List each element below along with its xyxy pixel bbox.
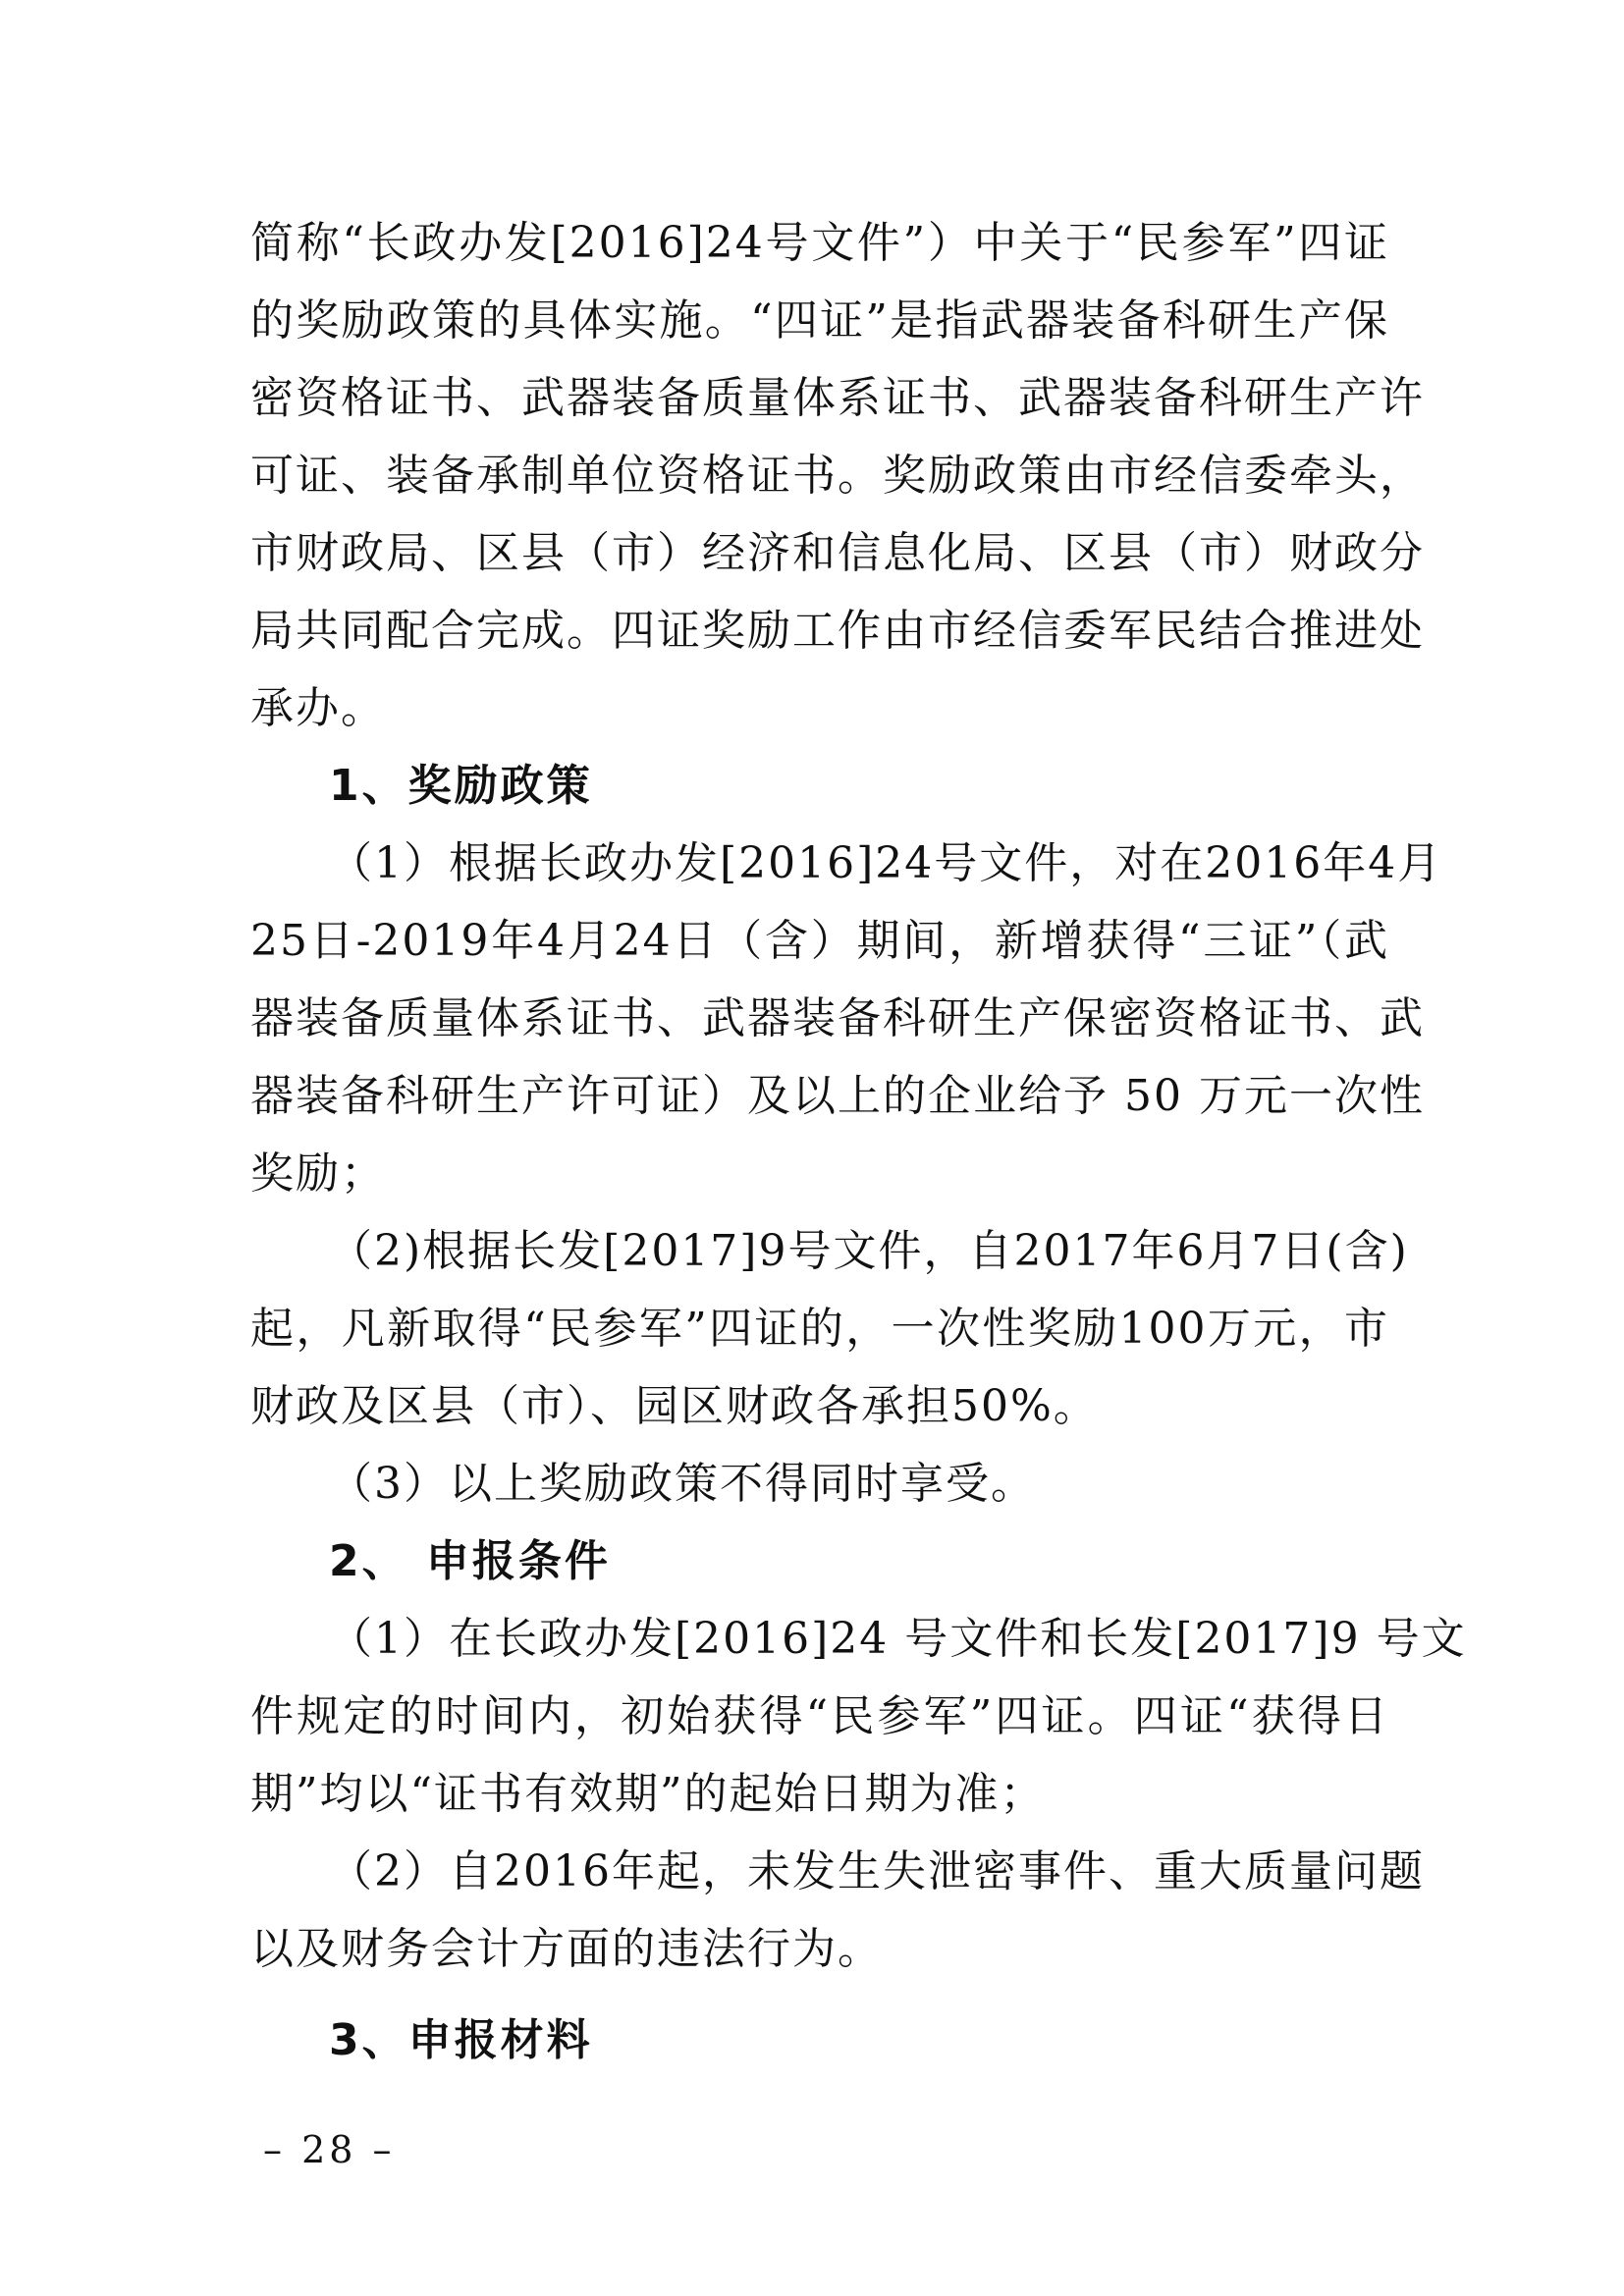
text-line: （2）自2016年起，未发生失泄密事件、重大质量问题 — [329, 1846, 1425, 1896]
text-line: 25日-2019年4月24日（含）期间，新增获得“三证”（武 — [250, 916, 1389, 966]
text-line: （1）根据长政办发[2016]24号文件，对在2016年4月 — [329, 838, 1443, 888]
text-line: 简称“长政办发[2016]24号文件”）中关于“民参军”四证 — [250, 218, 1389, 268]
text-line: 以及财务会计方面的违法行为。 — [250, 1924, 883, 1974]
text-line: 期”均以“证书有效期”的起始日期为准； — [250, 1769, 1046, 1819]
reward-policy-item-3 — [250, 1445, 1389, 1522]
text-line: （3）以上奖励政策不得同时享受。 — [329, 1459, 1036, 1509]
text-line: 承办。 — [250, 683, 386, 733]
text-line: 起，凡新取得“民参军”四证的，一次性奖励100万元，市 — [250, 1304, 1389, 1354]
text-line: 器装备质量体系证书、武器装备科研生产保密资格证书、武 — [250, 993, 1425, 1043]
document-body — [250, 204, 1467, 2079]
application-condition-item-2 — [250, 1833, 1425, 1988]
text-line: 器装备科研生产许可证）及以上的企业给予 50 万元一次性 — [250, 1071, 1425, 1121]
section-heading-application-materials: 3、申报材料 — [329, 2015, 593, 2065]
reward-policy-item-2 — [250, 1212, 1409, 1445]
page-number: – 28 – — [263, 2128, 396, 2171]
text-line: 件规定的时间内，初始获得“民参军”四证。四证“获得日 — [250, 1691, 1389, 1741]
reward-policy-item-1 — [250, 825, 1443, 1212]
text-line: 奖励； — [250, 1148, 386, 1199]
spacer — [250, 1988, 1389, 2002]
section-heading-reward-policy: 1、奖励政策 — [329, 761, 593, 811]
text-line: 可证、装备承制单位资格证书。奖励政策由市经信委牵头， — [250, 451, 1425, 501]
text-line: 市财政局、区县（市）经济和信息化局、区县（市）财政分 — [250, 528, 1425, 578]
application-condition-item-1 — [250, 1600, 1467, 1833]
text-line: （1）在长政办发[2016]24 号文件和长发[2017]9 号文 — [329, 1614, 1467, 1664]
text-line: 财政及区县（市）、园区财政各承担50%。 — [250, 1381, 1099, 1431]
text-line: 的奖励政策的具体实施。“四证”是指武器装备科研生产保 — [250, 295, 1389, 346]
section-heading-application-conditions: 2、 申报条件 — [329, 1536, 611, 1586]
text-line: 局共同配合完成。四证奖励工作由市经信委军民结合推进处 — [250, 606, 1425, 656]
text-line: （2)根据长发[2017]9号文件，自2017年6月7日(含) — [329, 1226, 1409, 1276]
intro-paragraph — [250, 204, 1425, 747]
text-line: 密资格证书、武器装备质量体系证书、武器装备科研生产许 — [250, 373, 1425, 423]
